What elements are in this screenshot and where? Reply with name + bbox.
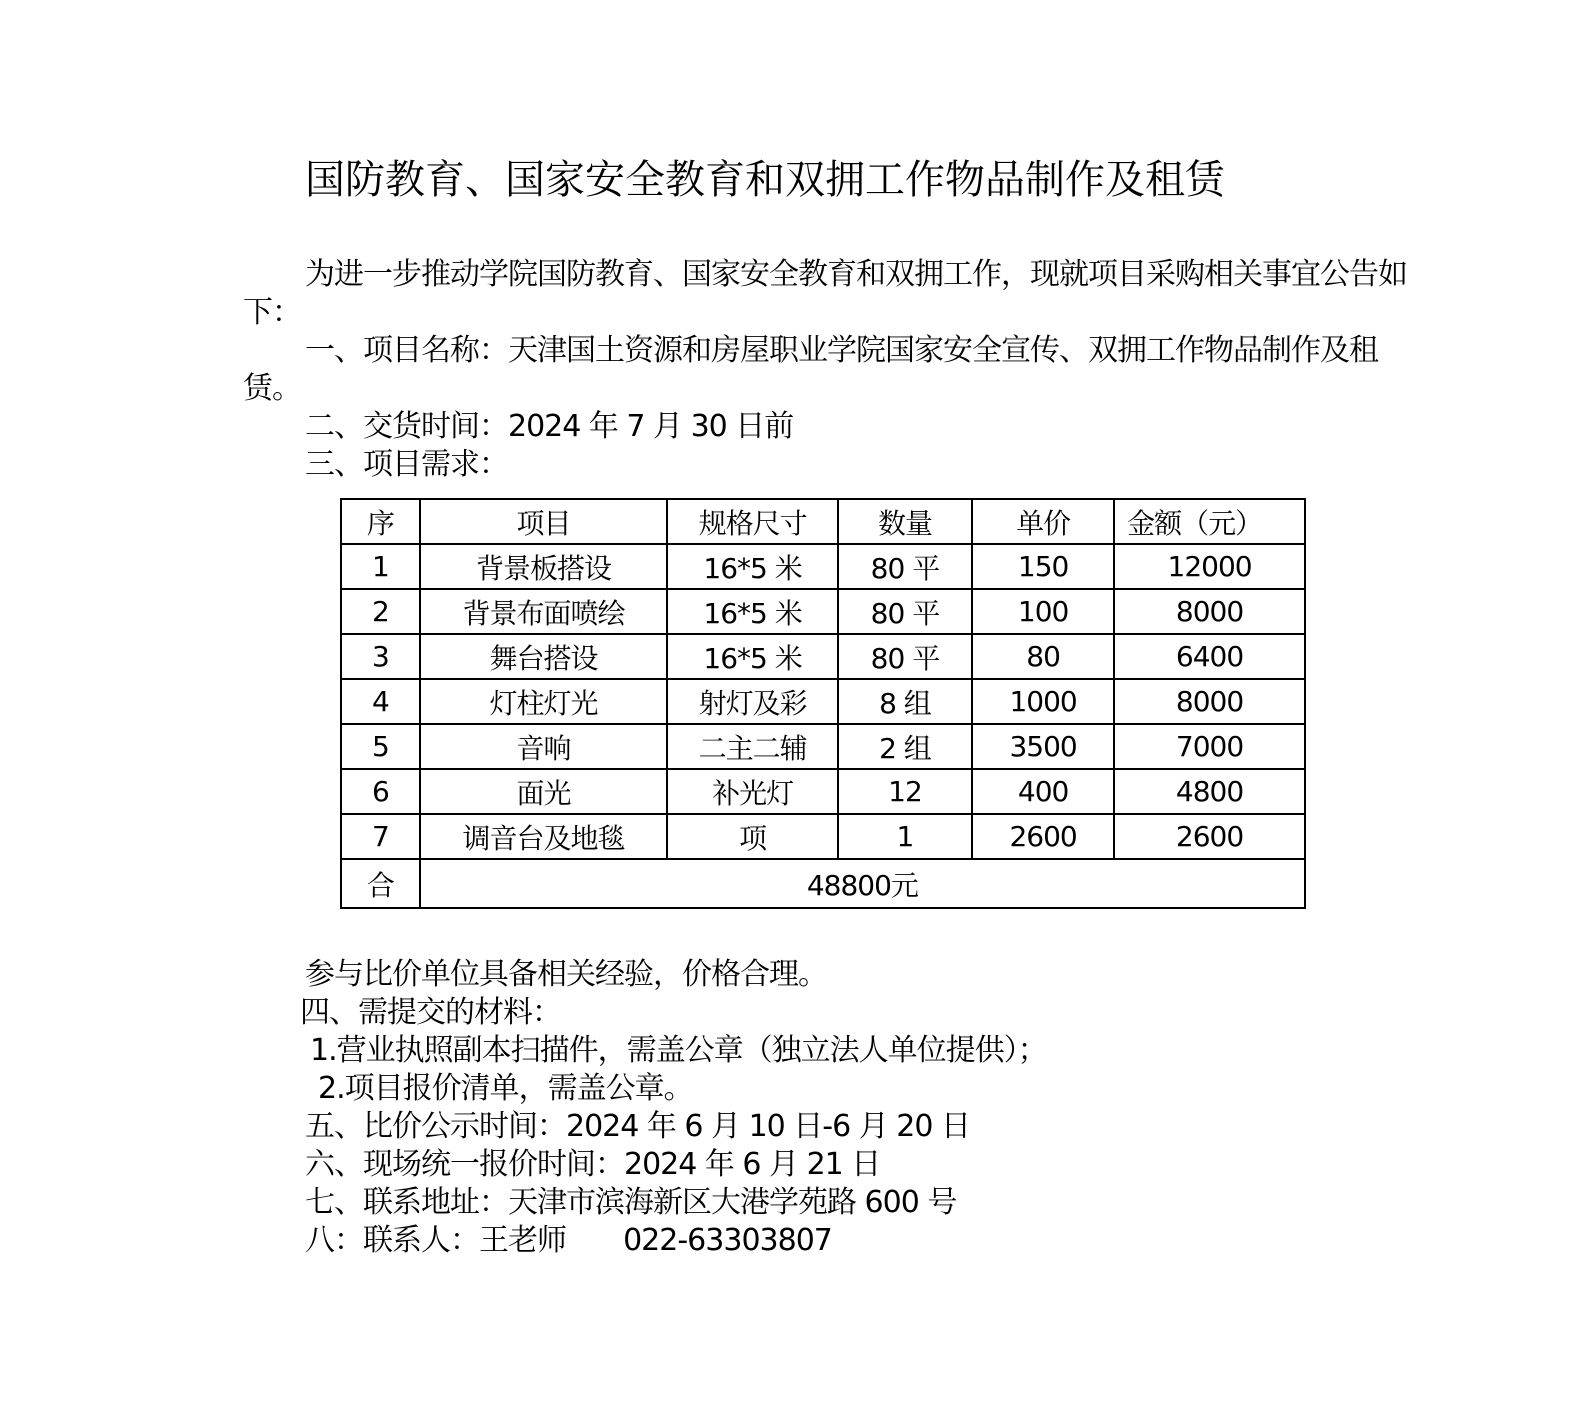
- cell-spec: 项: [667, 814, 837, 859]
- cell-spec: 16*5 米: [667, 634, 837, 679]
- cell-amount: 12000: [1114, 544, 1305, 589]
- cell-qty: 80 平: [838, 589, 972, 634]
- header-cell-qty: 数量: [838, 499, 972, 544]
- cell-seq: 7: [341, 814, 420, 859]
- cell-spec: 二主二辅: [667, 724, 837, 769]
- cell-price: 100: [972, 589, 1114, 634]
- materials-item-1: 1.营业执照副本扫描件，需盖公章（独立法人单位提供）；: [310, 1033, 1047, 1068]
- header-cell-item: 项目: [420, 499, 668, 544]
- cell-amount: 8000: [1114, 589, 1305, 634]
- table-row: [341, 589, 1305, 634]
- cell-amount: 2600: [1114, 814, 1305, 859]
- cell-amount: 7000: [1114, 724, 1305, 769]
- intro-paragraph: 为进一步推动学院国防教育、国家安全教育和双拥工作，现就项目采购相关事宜公告如下：: [243, 257, 1407, 330]
- table-row: [341, 724, 1305, 769]
- requirements-table: [340, 498, 1306, 909]
- table-row: [341, 544, 1305, 589]
- cell-spec: 补光灯: [667, 769, 837, 814]
- contact-person-line: [305, 1222, 832, 1260]
- cell-qty: 1: [838, 814, 972, 859]
- cell-seq: 5: [341, 724, 420, 769]
- cell-item: 舞台搭设: [420, 634, 668, 679]
- header-cell-amount: 金额（元）: [1114, 499, 1305, 544]
- quotation-time-line: 六、现场统一报价时间：2024 年 6 月 21 日: [305, 1147, 881, 1182]
- table-row: [341, 634, 1305, 679]
- table-row: [341, 814, 1305, 859]
- header-cell-spec: 规格尺寸: [667, 499, 837, 544]
- header-cell-price: 单价: [972, 499, 1114, 544]
- materials-item-2: 2.项目报价清单，需盖公章。: [318, 1071, 693, 1106]
- table-row: [341, 679, 1305, 724]
- cell-seq: 1: [341, 544, 420, 589]
- document-title: 国防教育、国家安全教育和双拥工作物品制作及租赁: [305, 157, 1225, 203]
- cell-amount: 8000: [1114, 679, 1305, 724]
- contact-address-line: 七、联系地址：天津市滨海新区大港学苑路 600 号: [305, 1185, 957, 1220]
- table-header-row: [341, 499, 1305, 544]
- cell-item: 背景板搭设: [420, 544, 668, 589]
- cell-price: 80: [972, 634, 1114, 679]
- delivery-time-line: 二、交货时间：2024 年 7 月 30 日前: [305, 409, 794, 444]
- cell-seq: 3: [341, 634, 420, 679]
- cell-item: 音响: [420, 724, 668, 769]
- cell-item: 面光: [420, 769, 668, 814]
- cell-amount: 6400: [1114, 634, 1305, 679]
- requirements-heading: 三、项目需求：: [305, 447, 508, 482]
- contact-person-label: 八：联系人：王老师: [305, 1223, 566, 1258]
- cell-qty: 2 组: [838, 724, 972, 769]
- table-row: [341, 769, 1305, 814]
- cell-item: 灯柱灯光: [420, 679, 668, 724]
- cell-spec: 16*5 米: [667, 544, 837, 589]
- cell-seq: 2: [341, 589, 420, 634]
- cell-qty: 8 组: [838, 679, 972, 724]
- cell-seq: 6: [341, 769, 420, 814]
- total-value-cell: 48800元: [420, 859, 1305, 908]
- publicity-time-line: 五、比价公示时间：2024 年 6 月 10 日-6 月 20 日: [305, 1109, 970, 1144]
- cell-spec: 16*5 米: [667, 589, 837, 634]
- cell-price: 150: [972, 544, 1114, 589]
- cell-seq: 4: [341, 679, 420, 724]
- cell-price: 1000: [972, 679, 1114, 724]
- cell-item: 背景布面喷绘: [420, 589, 668, 634]
- cell-spec: 射灯及彩: [667, 679, 837, 724]
- cell-price: 3500: [972, 724, 1114, 769]
- materials-heading: 四、需提交的材料：: [300, 995, 561, 1030]
- cell-qty: 80 平: [838, 634, 972, 679]
- table-total-row: [341, 859, 1305, 908]
- qualification-note: 参与比价单位具备相关经验，价格合理。: [305, 957, 827, 992]
- cell-price: 2600: [972, 814, 1114, 859]
- project-name-paragraph: 一、项目名称：天津国土资源和房屋职业学院国家安全宣传、双拥工作物品制作及租赁。: [243, 333, 1378, 406]
- cell-qty: 12: [838, 769, 972, 814]
- cell-qty: 80 平: [838, 544, 972, 589]
- total-label-cell: 合: [341, 859, 420, 908]
- header-cell-seq: 序: [341, 499, 420, 544]
- cell-amount: 4800: [1114, 769, 1305, 814]
- cell-price: 400: [972, 769, 1114, 814]
- cell-item: 调音台及地毯: [420, 814, 668, 859]
- contact-phone: 022-63303807: [623, 1223, 832, 1258]
